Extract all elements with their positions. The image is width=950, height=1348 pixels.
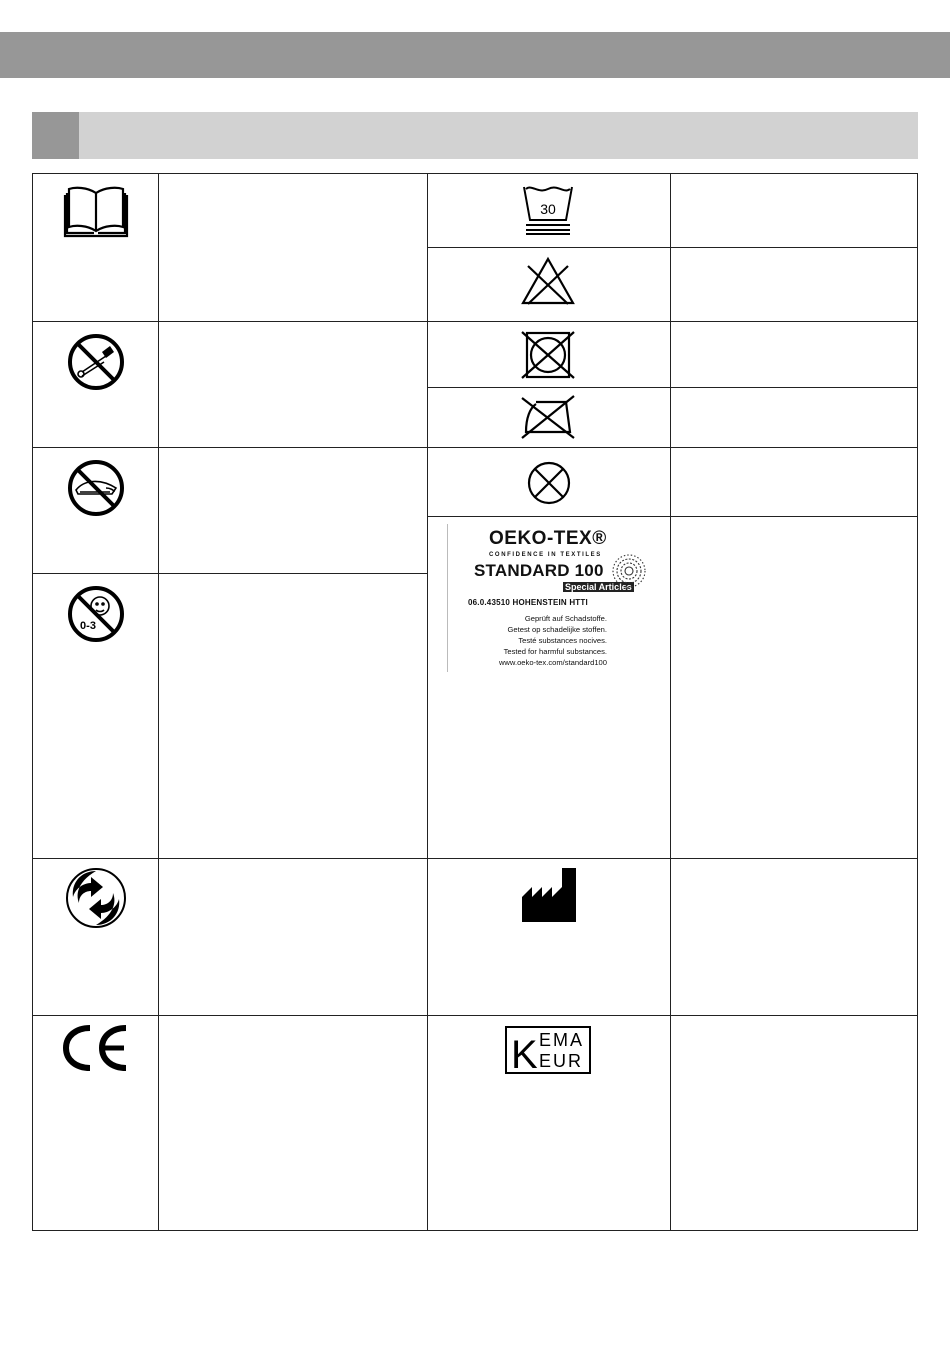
no-folded-use-icon (66, 458, 126, 518)
oeko-tex-line: Testé substances nocives. (518, 636, 607, 645)
oeko-tex-line: www.oeko-tex.com/standard100 (498, 658, 607, 667)
cell-manual-text (158, 173, 428, 322)
oeko-tex-line: Geprüft auf Schadstoffe. (524, 614, 607, 623)
oeko-tex-left-edge (447, 524, 448, 672)
cell-factory-text (670, 858, 918, 1016)
cell-wash-text (670, 173, 918, 248)
oeko-tex-line: Tested for harmful substances. (503, 647, 607, 656)
oeko-tex-tagline: CONFIDENCE IN TEXTILES (489, 552, 602, 558)
oeko-tex-standard: STANDARD 100 (474, 561, 604, 580)
cell-dryclean-text (670, 447, 918, 517)
cell-folded-text (158, 447, 428, 574)
oeko-tex-line: Getest op schadelijke stoffen. (507, 625, 607, 634)
no-dry-clean-icon (523, 460, 575, 506)
no-bleach-icon (520, 256, 576, 306)
manufacturer-factory-icon (521, 867, 577, 923)
kema-big-letter: K (511, 1033, 538, 1074)
cell-kema-text (670, 1015, 918, 1231)
no-tumble-dry-icon (520, 330, 576, 380)
cell-ce-text (158, 1015, 428, 1231)
kema-line1: EMA (539, 1030, 585, 1050)
age-label: 0-3 (80, 620, 96, 632)
ce-mark-icon (62, 1024, 130, 1072)
open-book-icon (63, 183, 129, 239)
cell-pins-text (158, 321, 428, 448)
cell-tumble-text (670, 321, 918, 388)
cell-iron-text (670, 387, 918, 448)
not-for-children-0-3-icon (66, 584, 126, 644)
kema-line2: EUR (539, 1051, 584, 1071)
oeko-tex-brand: OEKO-TEX® (489, 528, 607, 549)
oeko-tex-label (447, 524, 650, 672)
green-dot-icon (65, 867, 127, 929)
wash-temperature: 30 (540, 201, 556, 217)
kema-keur-icon (505, 1026, 591, 1074)
oeko-tex-flower-icon (612, 554, 646, 593)
cell-greendot-text (158, 858, 428, 1016)
cell-oekotex-text (670, 516, 918, 859)
oeko-tex-category: Special Articles (565, 582, 632, 592)
wash-30-icon (522, 184, 574, 236)
cell-bleach-text (670, 247, 918, 322)
oeko-tex-certificate: 06.0.43510 HOHENSTEIN HTTI (468, 598, 588, 607)
no-pins-icon (66, 332, 126, 392)
no-iron-icon (520, 394, 576, 442)
cell-children-text (158, 573, 428, 859)
